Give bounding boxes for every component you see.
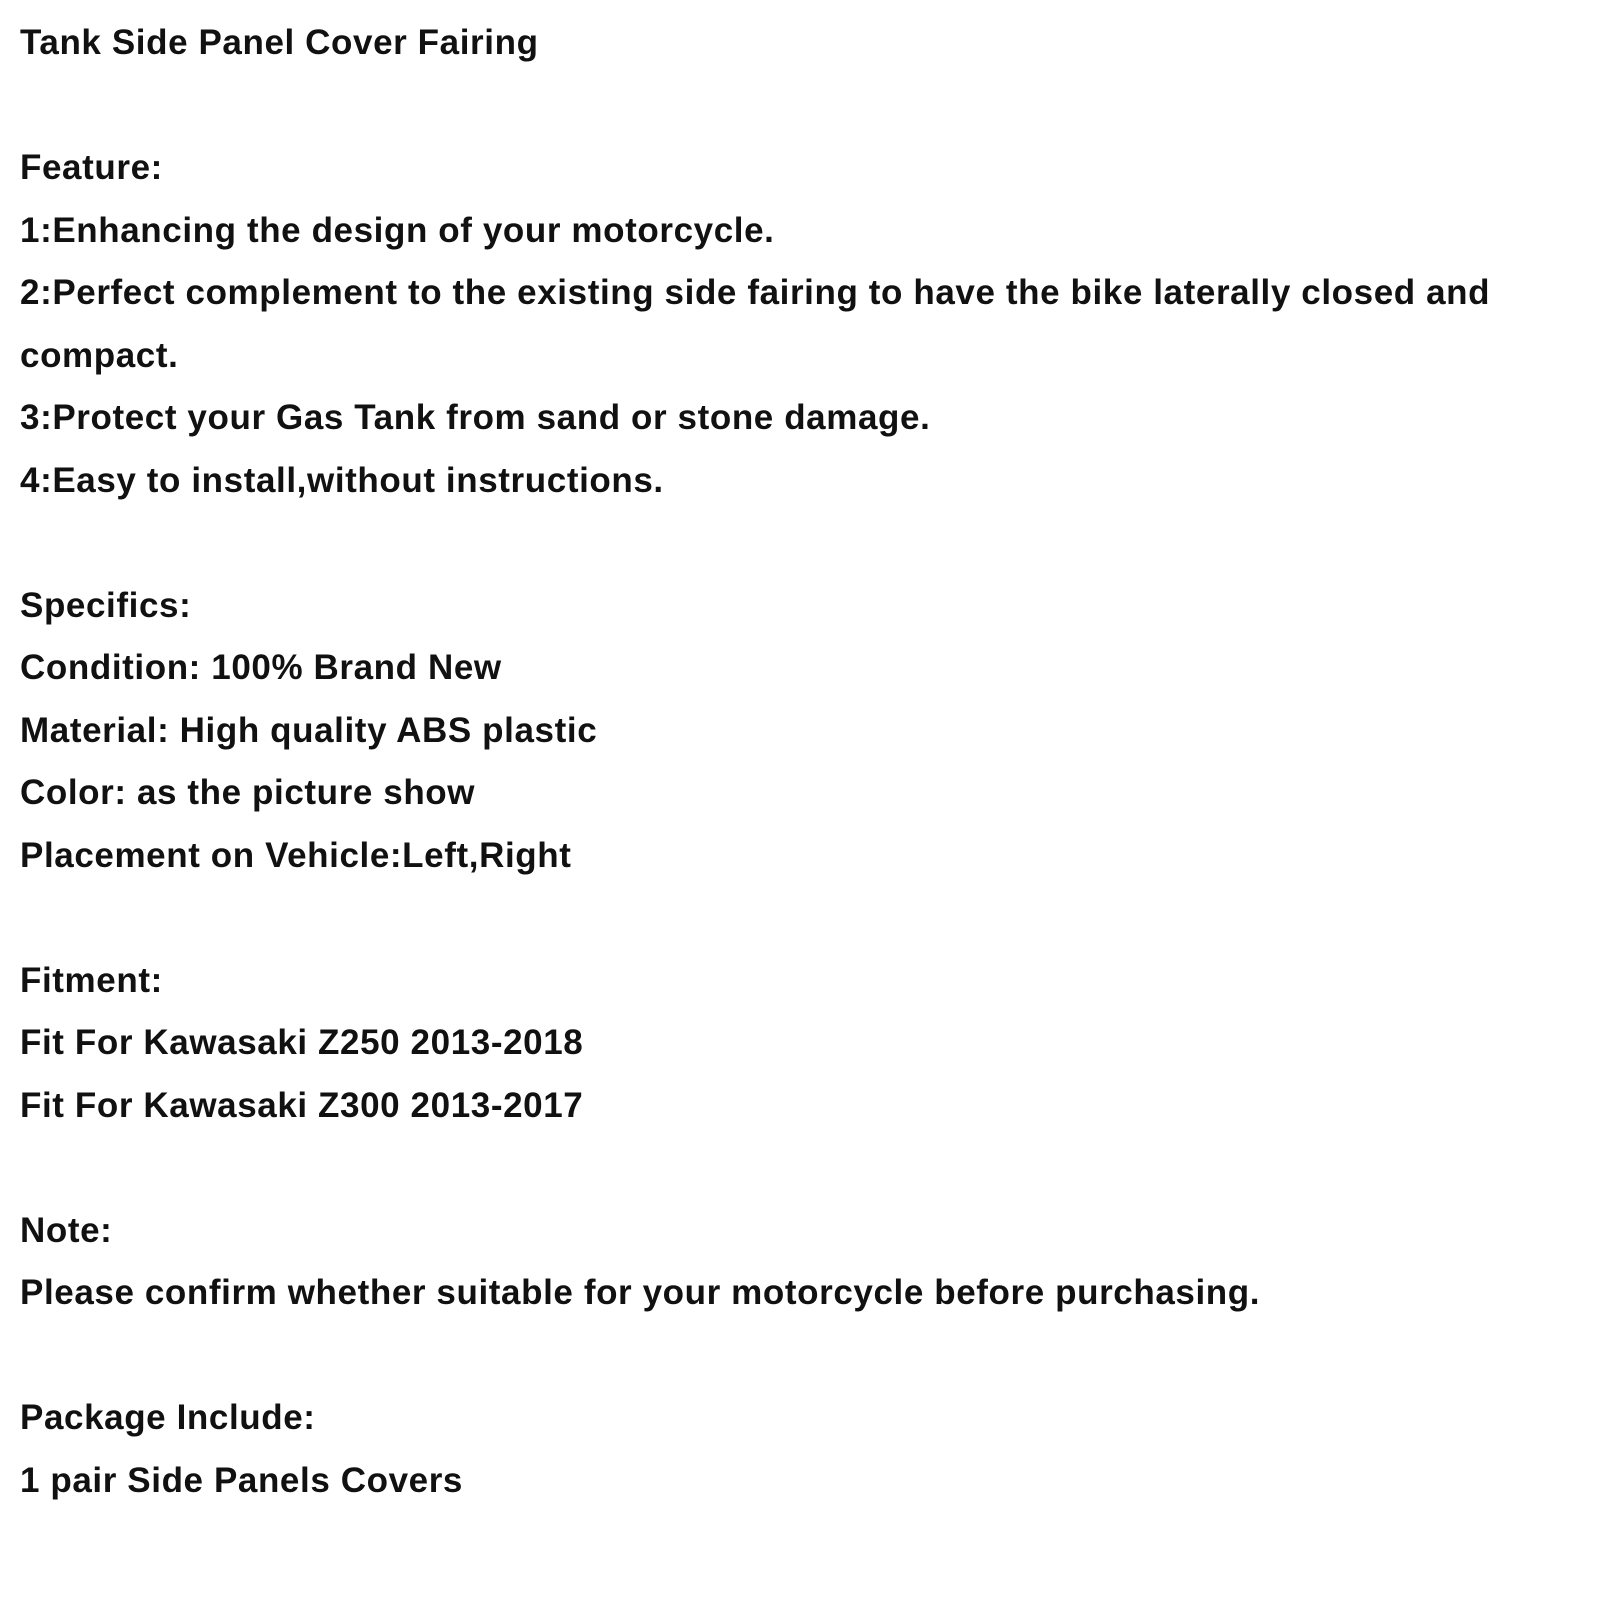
spacer bbox=[20, 887, 1580, 950]
feature-item: 3:Protect your Gas Tank from sand or stone damage. bbox=[20, 398, 931, 437]
note-section bbox=[20, 1200, 1580, 1325]
fitment-item: Fit For Kawasaki Z250 2013-2018 bbox=[20, 1023, 584, 1062]
spacer bbox=[20, 1325, 1580, 1388]
specifics-section bbox=[20, 575, 1580, 888]
fitment-section bbox=[20, 950, 1580, 1138]
package-item: 1 pair Side Panels Covers bbox=[20, 1460, 463, 1500]
package-heading: Package Include: bbox=[20, 1398, 316, 1437]
note-text: Please confirm whether suitable for your motorcycle before purchasing. bbox=[20, 1273, 1261, 1312]
spacer bbox=[20, 512, 1580, 575]
feature-heading: Feature: bbox=[20, 148, 163, 187]
fitment-item: Fit For Kawasaki Z300 2013-2017 bbox=[20, 1085, 584, 1125]
specifics-heading: Specifics: bbox=[20, 585, 192, 625]
note-heading: Note: bbox=[20, 1210, 113, 1250]
specifics-item: Color: as the picture show bbox=[20, 773, 476, 812]
feature-item: 2:Perfect complement to the existing side fairing to have the bike laterally closed and compact. bbox=[20, 273, 1501, 375]
package-section bbox=[20, 1387, 1580, 1512]
spacer bbox=[20, 1137, 1580, 1200]
document-title: Tank Side Panel Cover Fairing bbox=[20, 23, 539, 62]
specifics-item: Placement on Vehicle:Left,Right bbox=[20, 835, 572, 875]
specifics-item: Condition: 100% Brand New bbox=[20, 648, 502, 687]
spacer bbox=[20, 75, 1580, 138]
specifics-item: Material: High quality ABS plastic bbox=[20, 710, 598, 750]
feature-item: 4:Easy to install,without instructions. bbox=[20, 460, 664, 500]
feature-item: 1:Enhancing the design of your motorcycle. bbox=[20, 210, 775, 250]
feature-section bbox=[20, 137, 1580, 512]
product-description bbox=[20, 12, 1580, 1512]
fitment-heading: Fitment: bbox=[20, 960, 163, 1000]
